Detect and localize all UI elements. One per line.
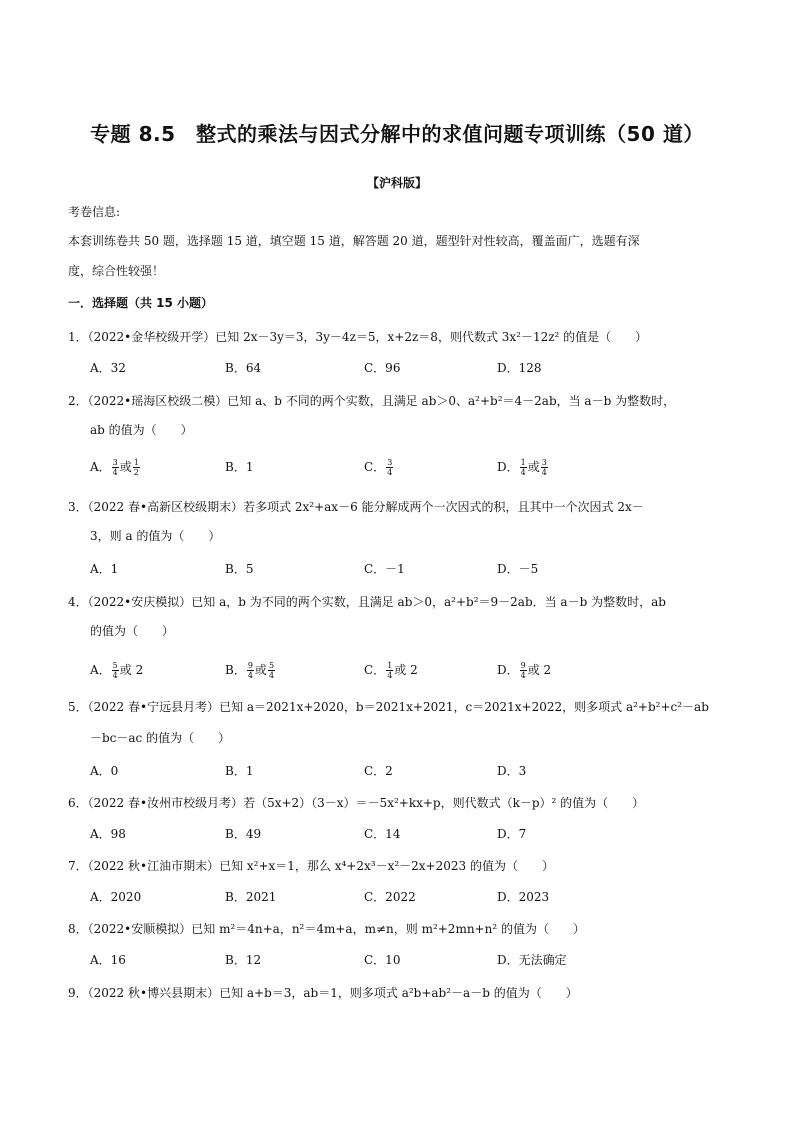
option-b: B．49 — [225, 827, 262, 841]
exam-info-text-line-1: 本套训练卷共 50 题，选择题 15 道，填空题 15 道，解答题 20 道，题型针对性较高，覆盖面广，选题有深 — [68, 234, 640, 248]
option-a: A．0 — [90, 764, 119, 778]
option-b: B．5 — [225, 562, 254, 576]
question-8-options — [90, 949, 730, 973]
option-d: D．3 — [497, 764, 527, 778]
option-c: C．2 — [364, 764, 393, 778]
question-4-stem-line-2: 的值为（ ） — [90, 624, 175, 638]
question-7-stem: 7．（2022 秋•江油市期末）已知 x²+x＝1，那么 x⁴+2x³－x²－2x+2023 的值为（ ） — [68, 859, 554, 873]
fraction: $\frac{1}{2}$ — [133, 458, 139, 477]
fraction: $\frac{3}{4}$ — [112, 458, 118, 477]
edition-label: 【沪科版】 — [366, 176, 427, 190]
page-title: 专题 8.5 整式的乘法与因式分解中的求值问题专项训练（50 道） — [90, 122, 704, 146]
fraction: $\frac{1}{4}$ — [387, 661, 393, 680]
fraction: $\frac{5}{4}$ — [268, 661, 275, 680]
question-6-stem: 6．（2022 春•汝州市校级月考）若（5x+2）（3－x）＝－5x²+kx+p，则代数式（k－p）² 的值为（ ） — [68, 796, 645, 810]
option-b: B．2021 — [225, 890, 277, 904]
question-6-options — [90, 823, 730, 847]
option-c: C． $\frac{3}{4}$ — [364, 458, 393, 477]
option-c: C．96 — [364, 361, 401, 375]
option-a: A．32 — [90, 361, 126, 375]
question-3-options — [90, 558, 730, 582]
option-d: D．2023 — [497, 890, 550, 904]
option-d: D． $\frac{9}{4}$ 或 2 — [497, 661, 552, 680]
fraction: $\frac{1}{4}$ — [520, 458, 526, 477]
option-d: D．无法确定 — [497, 953, 567, 967]
question-8-stem: 8．（2022•安顺模拟）已知 m²＝4n+a，n²＝4m+a，m≠n，则 m²+2mn+n² 的值为（ ） — [68, 922, 585, 936]
option-d: D．128 — [497, 361, 542, 375]
option-a: A． $\frac{3}{4}$ 或 $\frac{1}{2}$ — [90, 458, 139, 477]
question-5-stem-line-2: －bc－ac 的值为（ ） — [90, 731, 231, 745]
question-4-stem-line-1: 4．（2022•安庆模拟）已知 a，b 为不同的两个实数，且满足 ab＞0，a²+b²＝9－2ab．当 a－b 为整数时，ab — [68, 595, 666, 609]
section-heading-choice: 一．选择题（共 15 小题） — [68, 296, 214, 310]
option-c: C． $\frac{1}{4}$ 或 2 — [364, 661, 418, 680]
fraction: $\frac{3}{4}$ — [541, 458, 547, 477]
exam-info-label: 考卷信息: — [68, 205, 121, 219]
option-c: C．14 — [364, 827, 401, 841]
question-2-options — [90, 456, 730, 480]
option-b: B． $\frac{9}{4}$ 或 $\frac{5}{4}$ — [225, 661, 275, 680]
option-a: A．2020 — [90, 890, 142, 904]
option-b: B．1 — [225, 460, 254, 474]
option-a: A．16 — [90, 953, 126, 967]
option-c: C．2022 — [364, 890, 416, 904]
option-d: D． $\frac{1}{4}$ 或 $\frac{3}{4}$ — [497, 458, 547, 477]
fraction: $\frac{9}{4}$ — [247, 661, 253, 680]
question-3-stem-line-1: 3．（2022 春•高新区校级期末）若多项式 2x²+ax－6 能分解成两个一次因式的积，且其中一个次因式 2x－ — [68, 500, 644, 514]
option-b: B．1 — [225, 764, 254, 778]
option-d: D．7 — [497, 827, 527, 841]
question-2-stem-line-1: 2．（2022•瑶海区校级二模）已知 a、b 不同的两个实数，且满足 ab＞0、a²+b²＝4－2ab，当 a－b 为整数时， — [68, 394, 676, 408]
option-a: A． $\frac{5}{4}$ 或 2 — [90, 661, 144, 680]
question-9-stem: 9．（2022 秋•博兴县期末）已知 a+b＝3，ab＝1，则多项式 a²b+ab²－a－b 的值为（ ） — [68, 986, 578, 1000]
option-b: B．64 — [225, 361, 262, 375]
question-2-stem-line-2: ab 的值为（ ） — [90, 423, 193, 437]
question-5-stem-line-1: 5．（2022 春•宁远县月考）已知 a＝2021x+2020，b＝2021x+2021，c＝2021x+2022，则多项式 a²+b²+c²－ab — [68, 700, 709, 714]
option-b: B．12 — [225, 953, 262, 967]
option-a: A．98 — [90, 827, 126, 841]
fraction: $\frac{9}{4}$ — [520, 661, 526, 680]
fraction: $\frac{5}{4}$ — [112, 661, 118, 680]
question-5-options — [90, 760, 730, 784]
question-1-options — [90, 357, 730, 381]
question-4-options — [90, 659, 730, 683]
question-1-stem: 1．（2022•金华校级开学）已知 2x－3y＝3，3y－4z＝5，x+2z＝8，则代数式 3x²－12z² 的值是（ ） — [68, 330, 648, 344]
question-7-options — [90, 886, 730, 910]
exam-info-text-line-2: 度，综合性较强！ — [68, 264, 165, 278]
question-3-stem-line-2: 3，则 a 的值为（ ） — [90, 529, 221, 543]
option-c: C．－1 — [364, 562, 405, 576]
fraction: $\frac{3}{4}$ — [387, 458, 393, 477]
option-a: A．1 — [90, 562, 119, 576]
option-c: C．10 — [364, 953, 401, 967]
option-d: D．－5 — [497, 562, 539, 576]
